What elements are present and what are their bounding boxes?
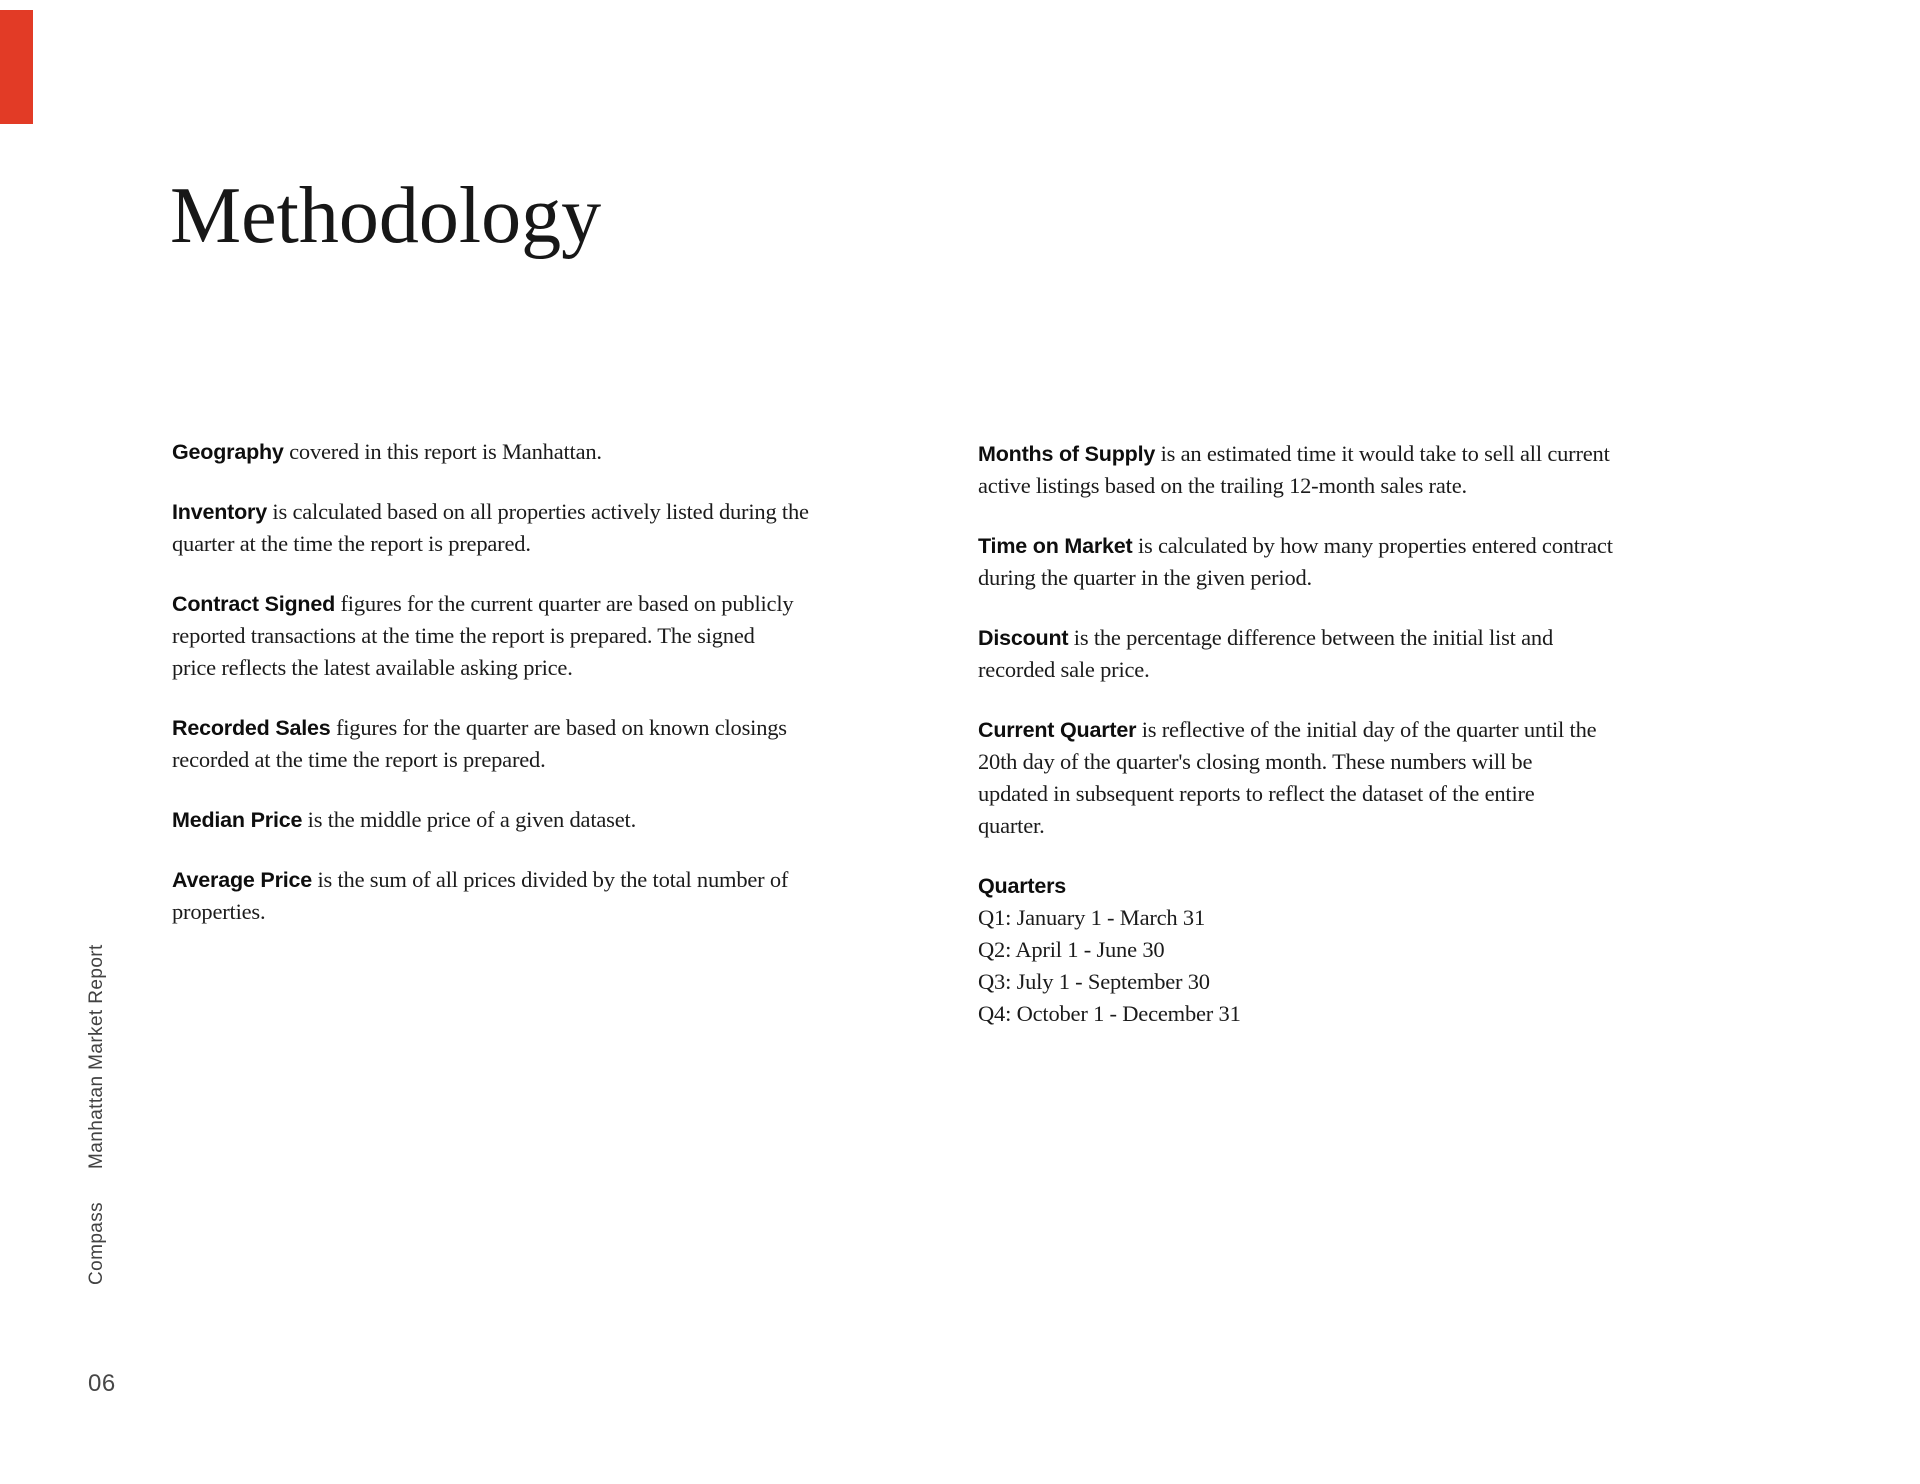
term-label: Time on Market [978, 534, 1133, 558]
paragraph-line: recorded at the time the report is prepared. [172, 747, 546, 772]
paragraph-line: Median Price is the middle price of a given dataset. [172, 807, 636, 832]
paragraph-line: Q2: April 1 - June 30 [978, 937, 1165, 962]
paragraph-line: Average Price is the sum of all prices divided by the total number of [172, 867, 789, 892]
term-label: Average Price [172, 868, 313, 892]
definition-paragraph [172, 864, 1012, 928]
term-label: Discount [978, 626, 1069, 650]
paragraph-line: price reflects the latest available asking price. [172, 655, 573, 680]
paragraph-line: updated in subsequent reports to reflect the dataset of the entire [978, 781, 1535, 806]
paragraph-line: Q4: October 1 - December 31 [978, 1001, 1241, 1026]
definition-paragraph [172, 804, 1012, 836]
term-label: Contract Signed [172, 592, 336, 616]
paragraph-line: recorded sale price. [978, 657, 1150, 682]
term-label: Quarters [978, 874, 1067, 898]
term-label: Geography [172, 440, 284, 464]
red-accent-bar [0, 10, 33, 124]
paragraph-line: Discount is the percentage difference between the initial list and [978, 625, 1554, 650]
paragraph-line: Q1: January 1 - March 31 [978, 905, 1206, 930]
definition-paragraph [978, 622, 1818, 686]
paragraph-line: quarter at the time the report is prepared. [172, 531, 531, 556]
paragraph-line: Recorded Sales figures for the quarter are based on known closings [172, 715, 787, 740]
definition-paragraph [172, 588, 1012, 684]
paragraph-line [978, 870, 1818, 902]
definition-paragraph [172, 496, 1012, 560]
term-label: Inventory [172, 500, 267, 524]
paragraph-line: Months of Supply is an estimated time it would take to sell all current [978, 441, 1610, 466]
paragraph-line: Time on Market is calculated by how many properties entered contract [978, 533, 1613, 558]
definition-paragraph [978, 714, 1818, 842]
term-label: Recorded Sales [172, 716, 331, 740]
page-title: Methodology [170, 172, 602, 260]
paragraph-line: active listings based on the trailing 12-month sales rate. [978, 473, 1467, 498]
definition-paragraph [172, 436, 1012, 468]
definition-paragraph [978, 530, 1818, 594]
definition-paragraph [978, 438, 1818, 502]
paragraph-line: Contract Signed figures for the current quarter are based on publicly [172, 591, 794, 616]
paragraph-line: quarter. [978, 813, 1045, 838]
paragraph-line: Current Quarter is reflective of the initial day of the quarter until the [978, 717, 1597, 742]
paragraph-line: Inventory is calculated based on all properties actively listed during the [172, 499, 809, 524]
sidebar-report-title: Manhattan Market Report [86, 944, 107, 1169]
paragraph-line: 20th day of the quarter's closing month. These numbers will be [978, 749, 1533, 774]
term-label: Median Price [172, 808, 303, 832]
term-label: Current Quarter [978, 718, 1137, 742]
vertical-sidebar-text [86, 944, 108, 1285]
paragraph-line: Q3: July 1 - September 30 [978, 969, 1210, 994]
page-number: 06 [88, 1370, 116, 1397]
definitions-column-right [978, 438, 1818, 1058]
paragraph-line: during the quarter in the given period. [978, 565, 1312, 590]
definitions-column-left [172, 436, 1012, 956]
sidebar-brand: Compass [86, 1201, 107, 1285]
paragraph-line: properties. [172, 899, 266, 924]
paragraph-line: Geography covered in this report is Manhattan. [172, 439, 602, 464]
definition-paragraph [172, 712, 1012, 776]
term-label: Months of Supply [978, 442, 1156, 466]
paragraph-line: reported transactions at the time the report is prepared. The signed [172, 623, 755, 648]
definition-paragraph [978, 870, 1818, 1030]
